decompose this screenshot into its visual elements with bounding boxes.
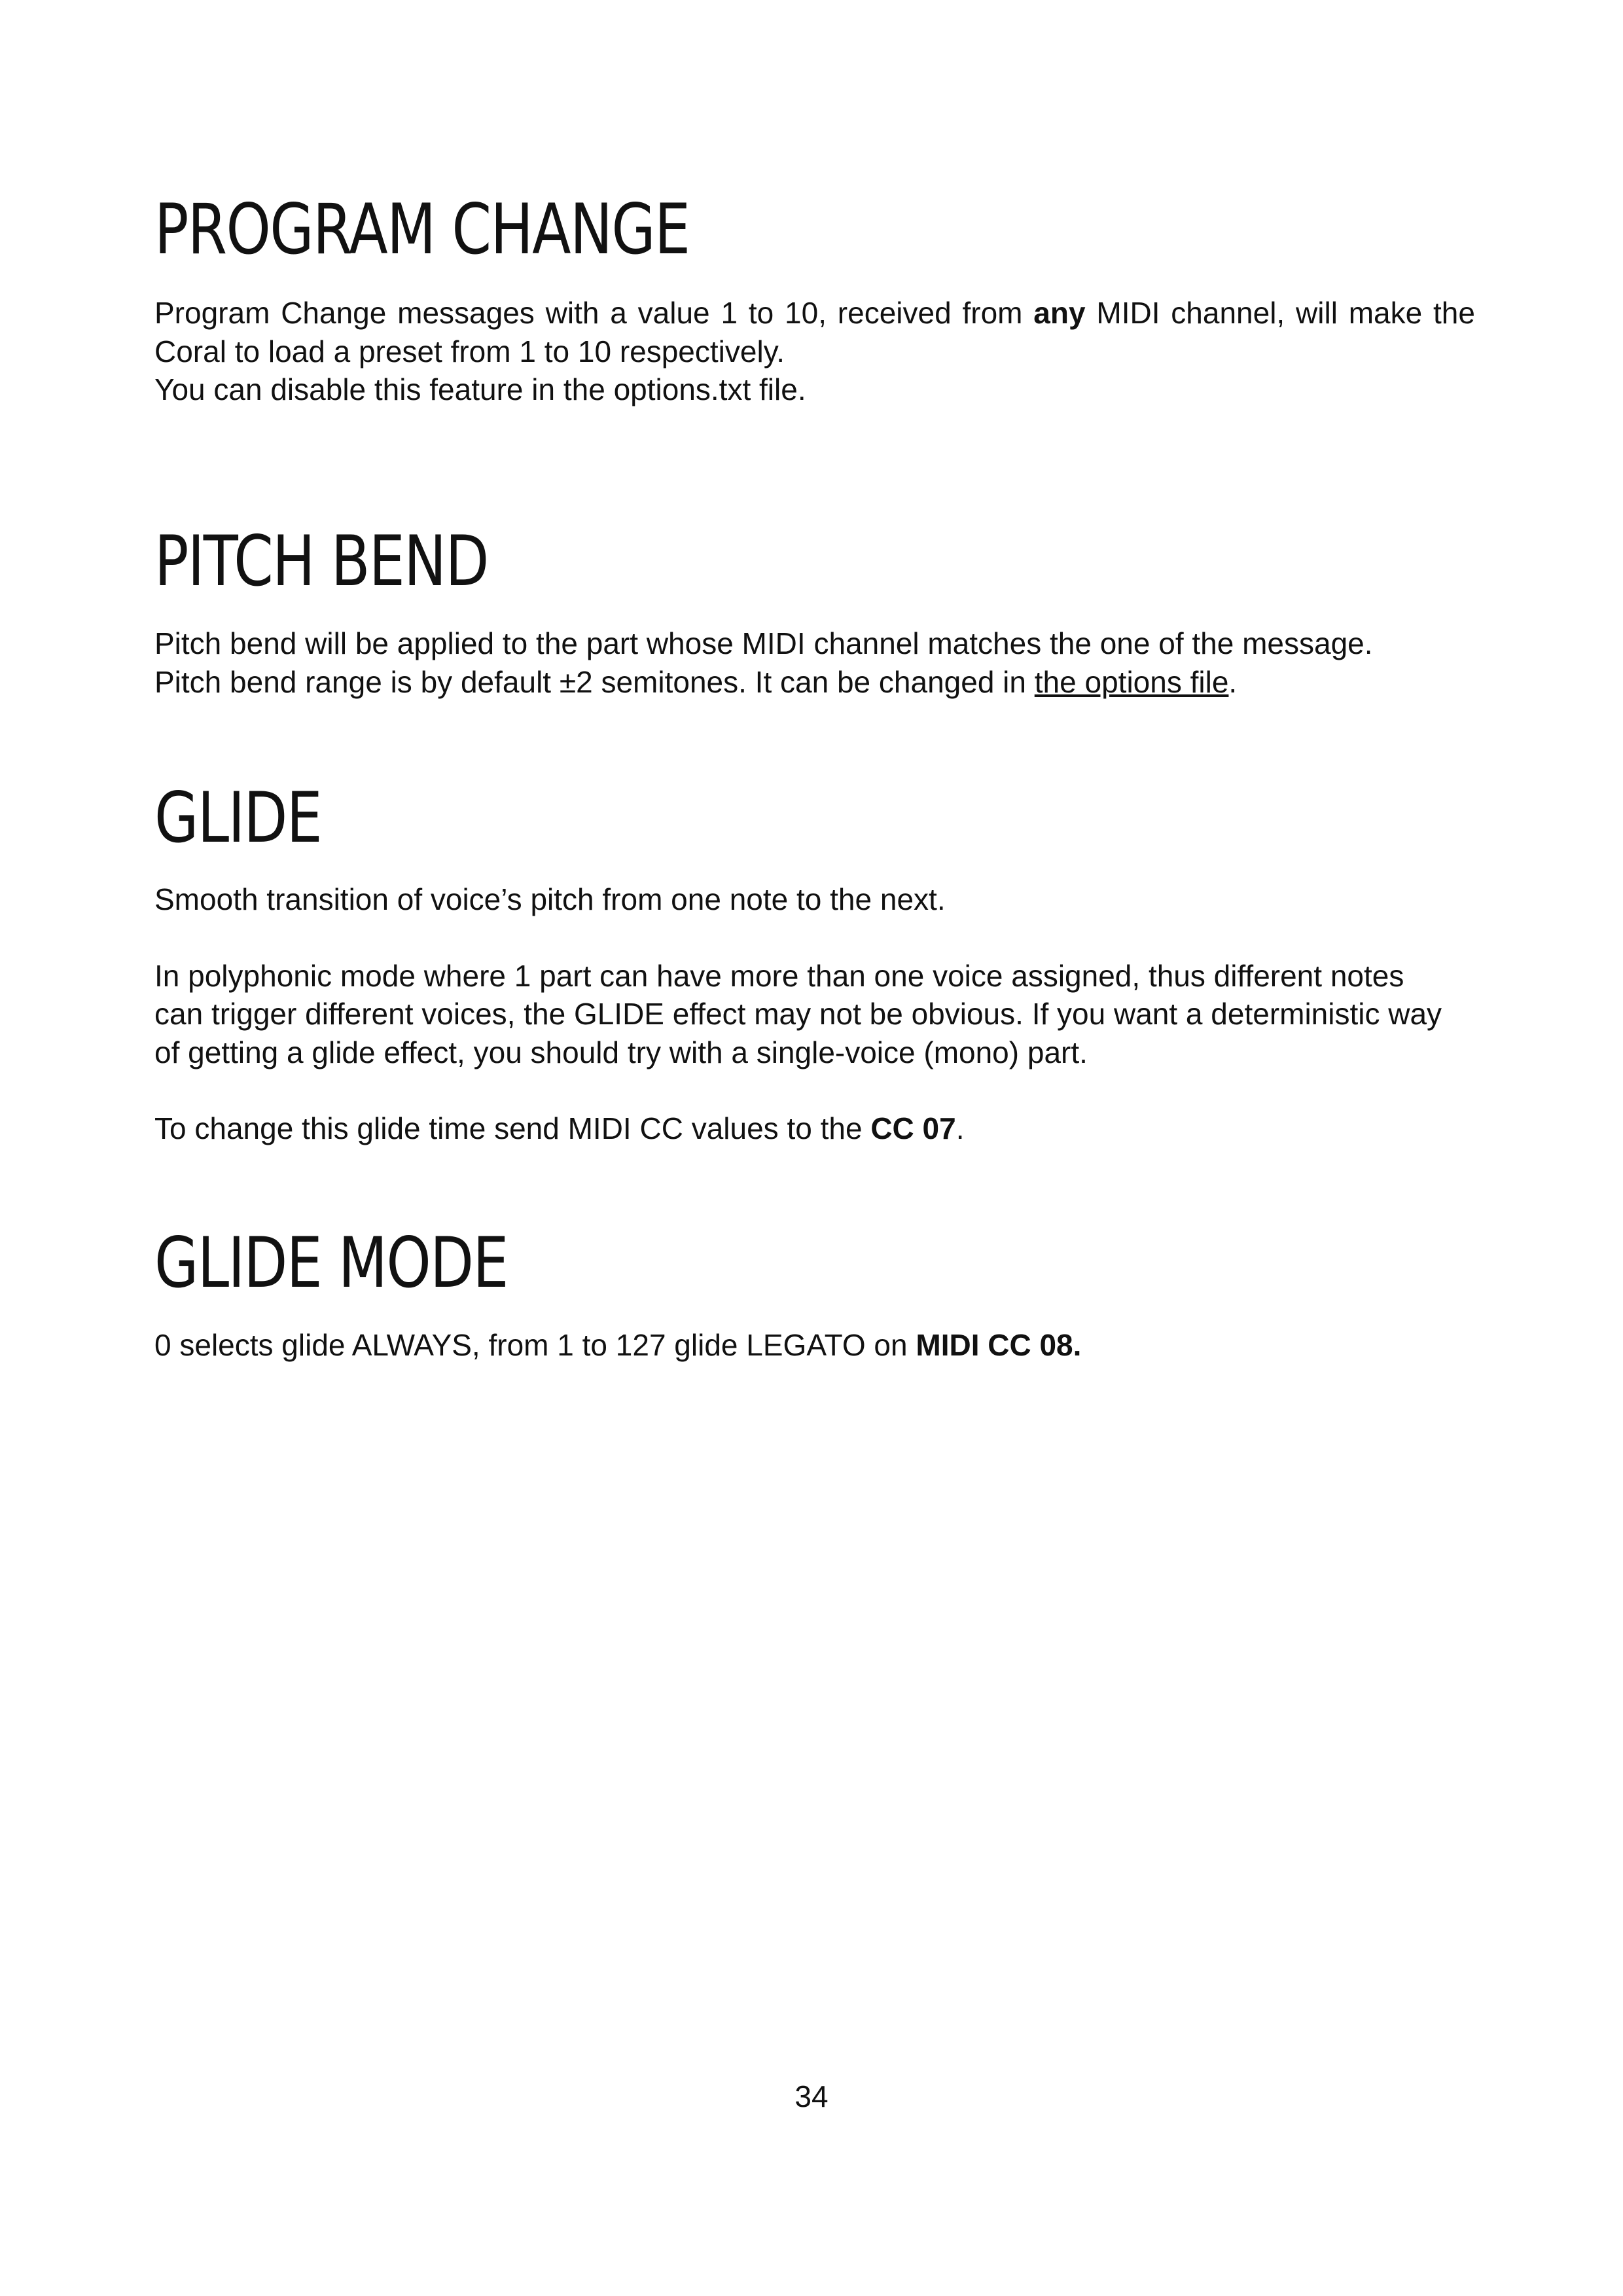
word: will [1296, 296, 1338, 330]
glide-paragraph-3 [154, 1113, 965, 1143]
cc-07-label: CC 07 [870, 1111, 956, 1145]
word: received [837, 296, 952, 330]
glide-paragraph-2-line-1: In polyphonic mode where 1 part can have more than one voice assigned, thus different notes [154, 959, 1404, 993]
word: 10, [785, 296, 827, 330]
word: the [1433, 296, 1475, 330]
page-number: 34 [794, 2079, 829, 2113]
midi-cc-08-label: MIDI CC 08. [916, 1328, 1082, 1362]
word: value [637, 296, 710, 330]
program-change-line-2: Coral to load a preset from 1 to 10 respectively. [154, 334, 785, 368]
pitch-bend-line-2 [154, 667, 1237, 697]
word: MIDI [1096, 296, 1160, 330]
emphasis-any: any [1033, 296, 1086, 330]
pitch-bend-line-1: Pitch bend will be applied to the part whose MIDI channel matches the one of the message. [154, 626, 1373, 660]
glide-heading: GLIDE [154, 778, 322, 858]
glide-paragraph-2-line-2: can trigger different voices, the GLIDE effect may not be obvious. If you want a deterministic way [154, 997, 1442, 1031]
program-change-line-1 [154, 298, 1475, 328]
word: 1 [721, 296, 738, 330]
word: to [748, 296, 774, 330]
pitch-bend-heading: PITCH BEND [154, 521, 488, 601]
word: channel, [1171, 296, 1285, 330]
word: a [610, 296, 627, 330]
word: with [545, 296, 599, 330]
word: make [1348, 296, 1423, 330]
glide-paragraph-1: Smooth transition of voice’s pitch from one note to the next. [154, 882, 946, 916]
glide-time-text: To change this glide time send MIDI CC values to the [154, 1111, 871, 1145]
program-change-heading: PROGRAM CHANGE [154, 189, 690, 270]
program-change-line-3: You can disable this feature in the options.txt file. [154, 372, 806, 406]
word: from [962, 296, 1023, 330]
period: . [955, 1111, 965, 1145]
options-file-link[interactable]: the options file [1034, 665, 1229, 699]
pitch-bend-range-text: Pitch bend range is by default ±2 semitones. It can be changed in [154, 665, 1035, 699]
word: Change [281, 296, 387, 330]
period: . [1228, 665, 1238, 699]
glide-paragraph-2-line-3: of getting a glide effect, you should try with a single-voice (mono) part. [154, 1035, 1088, 1069]
word: messages [397, 296, 535, 330]
glide-mode-description: 0 selects glide ALWAYS, from 1 to 127 glide LEGATO on [154, 1328, 916, 1362]
glide-mode-heading: GLIDE MODE [154, 1223, 508, 1303]
glide-mode-text [154, 1330, 1081, 1360]
word: Program [154, 296, 270, 330]
